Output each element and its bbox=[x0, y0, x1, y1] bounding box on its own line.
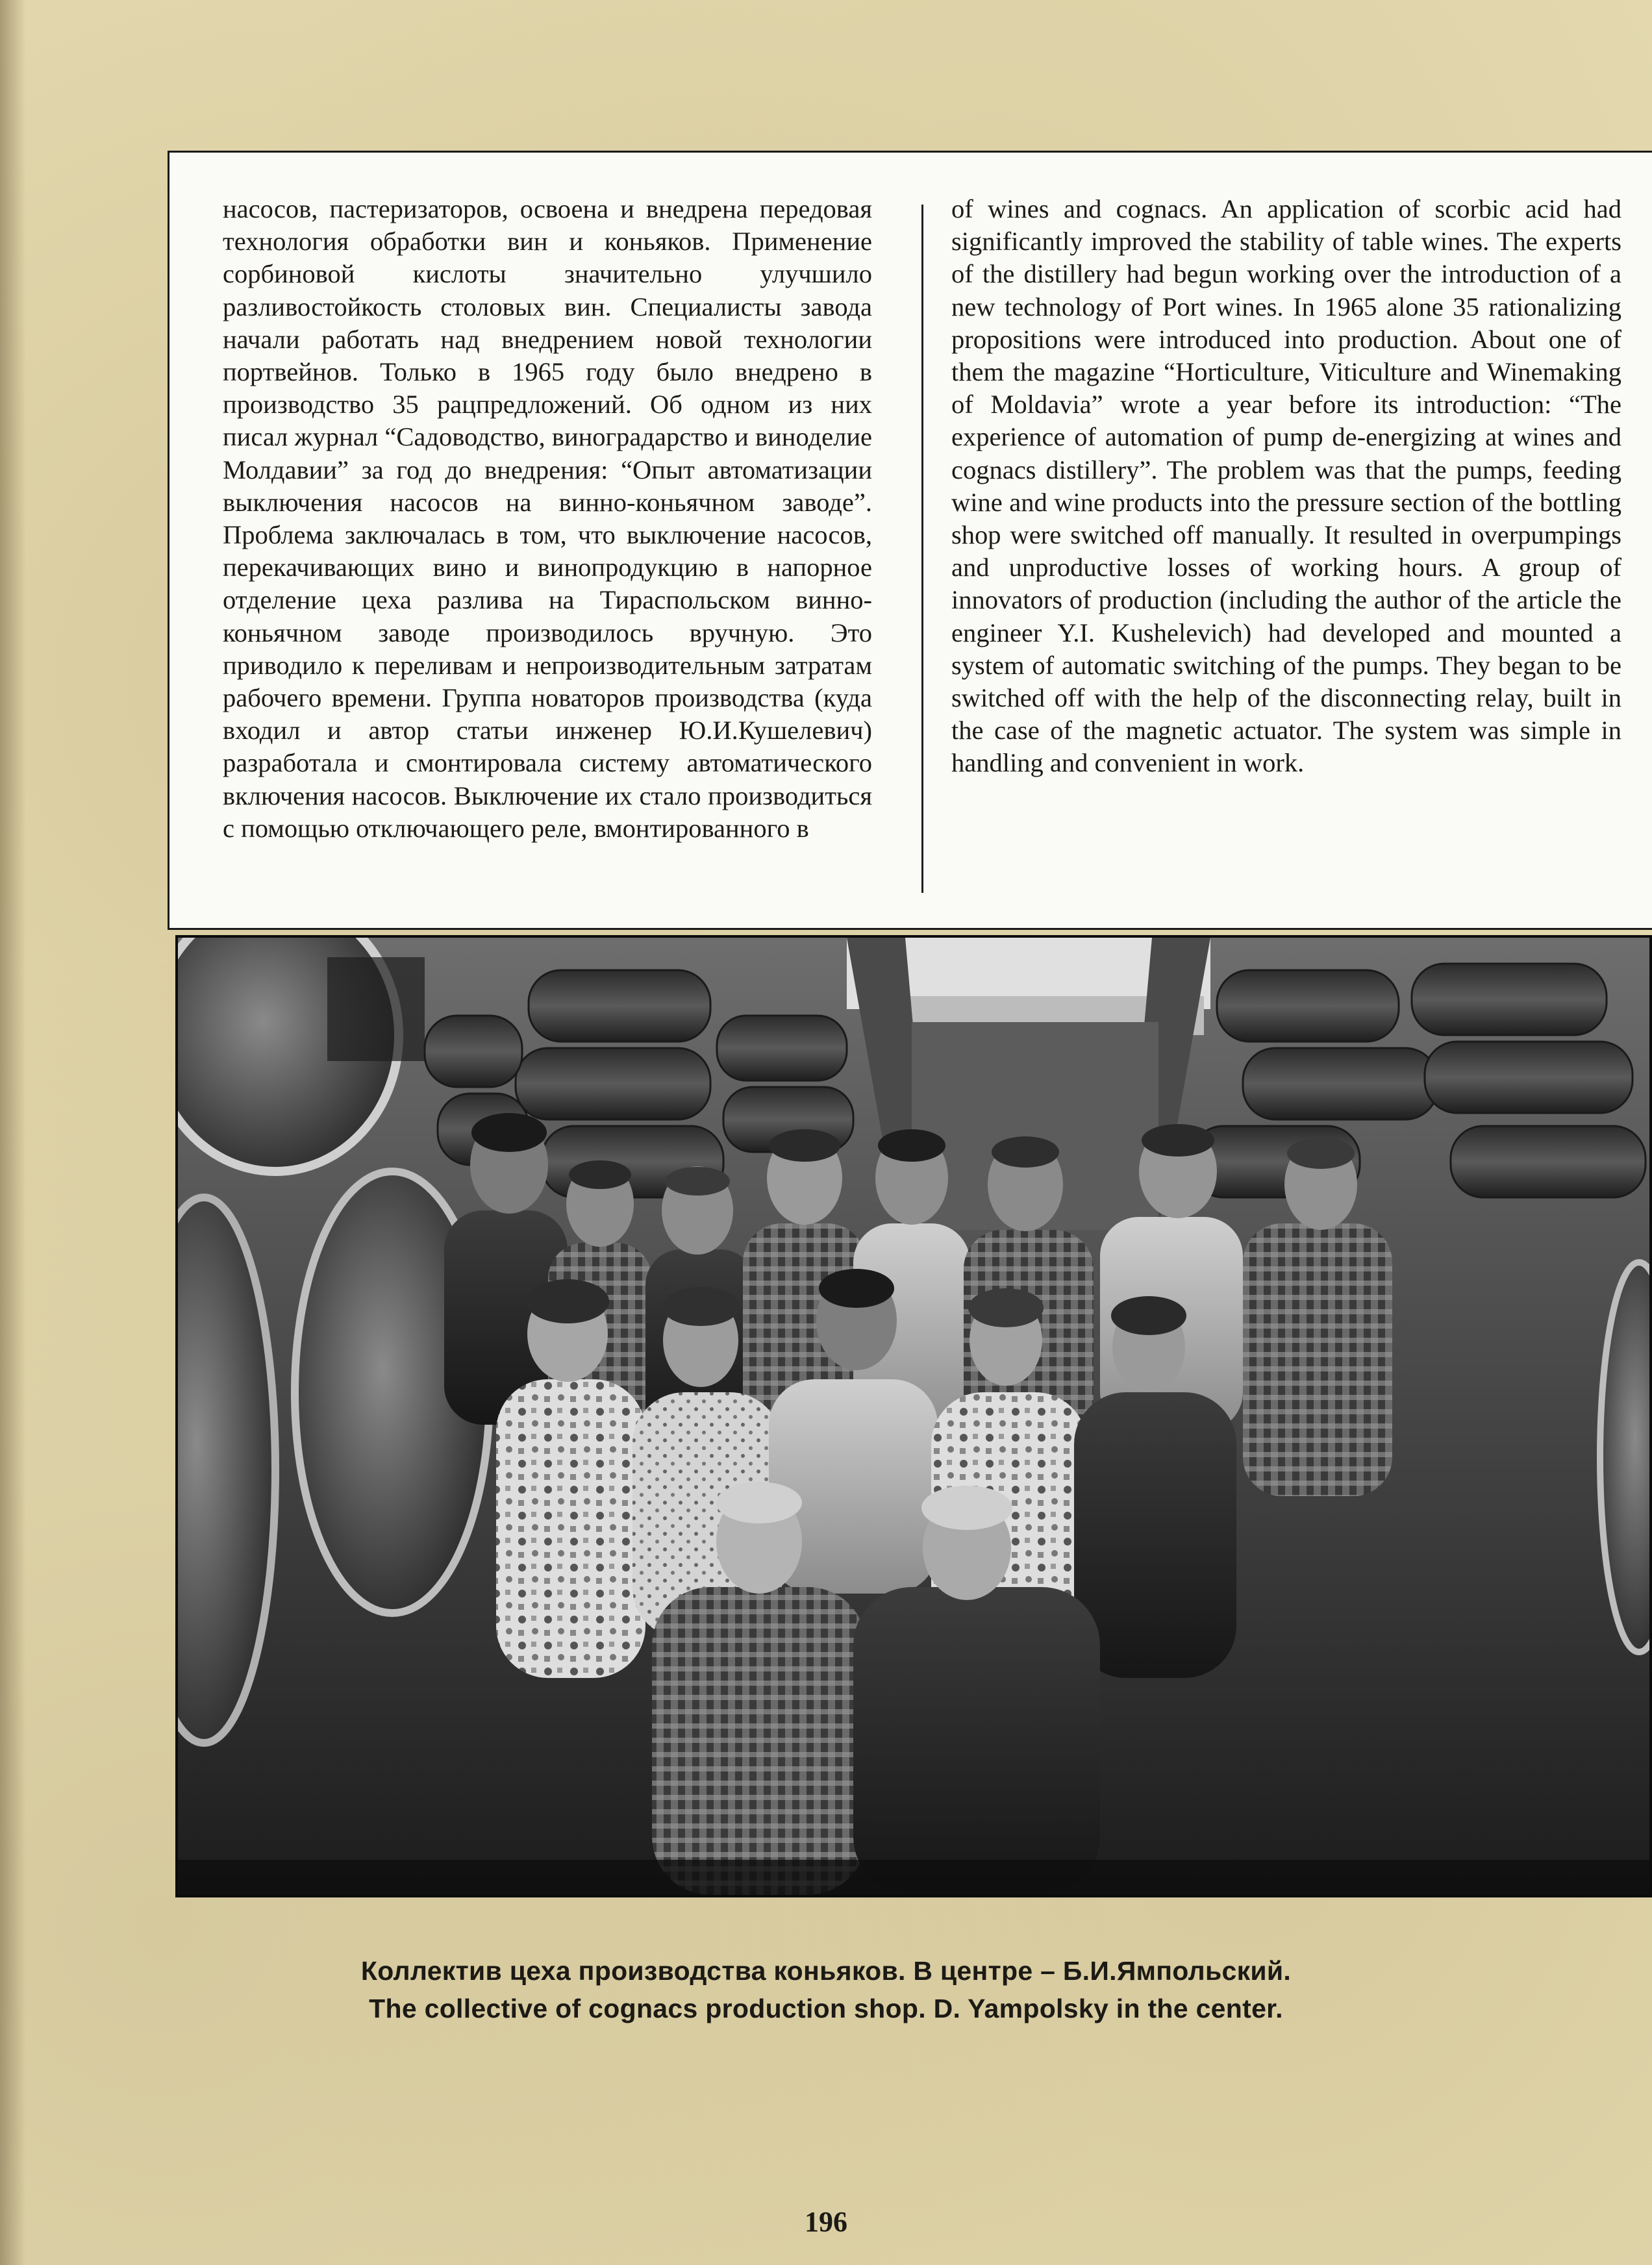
english-column: of wines and cognacs. An application of scorbic acid had significantly improved the stability of table wines. The experts of the distillery had begun working over the introduction of a new technology of Port wines. In 1965 alone 35 rationalizing propositions were introduced into production. About one of them the magazine “Horticulture, Viticulture and Winemaking of Moldavia” wrote a year before its introduction: “The experience of automation of pump de-energizing at wines and cognacs distillery”. The problem was that the pumps, feeding wine and wine products into the pressure section of the bottling shop were switched off manually. It resulted in overpumpings and unproductive losses of working hours. A group of innovators of production (including the author of the article the engineer Y.I. Kushelevich) had developed and mounted a system of automatic switching of the pumps. They began to be switched off with the help of the disconnecting relay, built in the case of the magnetic actuator. The system was simple in handling and convenient in work. bbox=[951, 194, 1621, 778]
column-divider bbox=[921, 205, 923, 893]
page-binding-shadow bbox=[0, 0, 26, 2265]
russian-column: насосов, пастеризаторов, освоена и внедрена передовая технология обработки вин и коньяков. Применение сорбиновой кислоты значительно улучшило разливостойкость столовых вин. Специалисты завода начали работать над внедрением новой технологии портвейнов. Только в 1965 году было внедрено в производство 35 рацпредложений. Об одном из них писал журнал “Садоводство, виноградарство и виноделие Молдавии” за год до внедрения: “Опыт автоматизации выключения насосов на винно-коньячном заводе”. Проблема заключалась в том, что выключение насосов, перекачивающих вино и винопродукцию в напорное отделение цеха разлива на Тираспольском винно-коньячном заводе производилось вручную. Это приводило к переливам и непроизводительным затратам рабочего времени. Группа новаторов производства (куда входил и автор статьи инженер Ю.И.Кушелевич) разработала и смонтировала систему автоматического включения насосов. Выключение их стало производиться с помощью отключающего реле, вмонтированного в bbox=[223, 194, 872, 843]
caption-english: The collective of cognacs production shop. D. Yampolsky in the center. bbox=[369, 1994, 1283, 2023]
group-photo bbox=[175, 935, 1652, 1897]
page-number: 196 bbox=[805, 2206, 847, 2238]
text-panel bbox=[168, 151, 1652, 930]
caption-russian: Коллектив цеха производства коньяков. В центре – Б.И.Ямпольский. bbox=[360, 1956, 1292, 1986]
cellar-photo-illustration bbox=[178, 938, 1649, 1895]
